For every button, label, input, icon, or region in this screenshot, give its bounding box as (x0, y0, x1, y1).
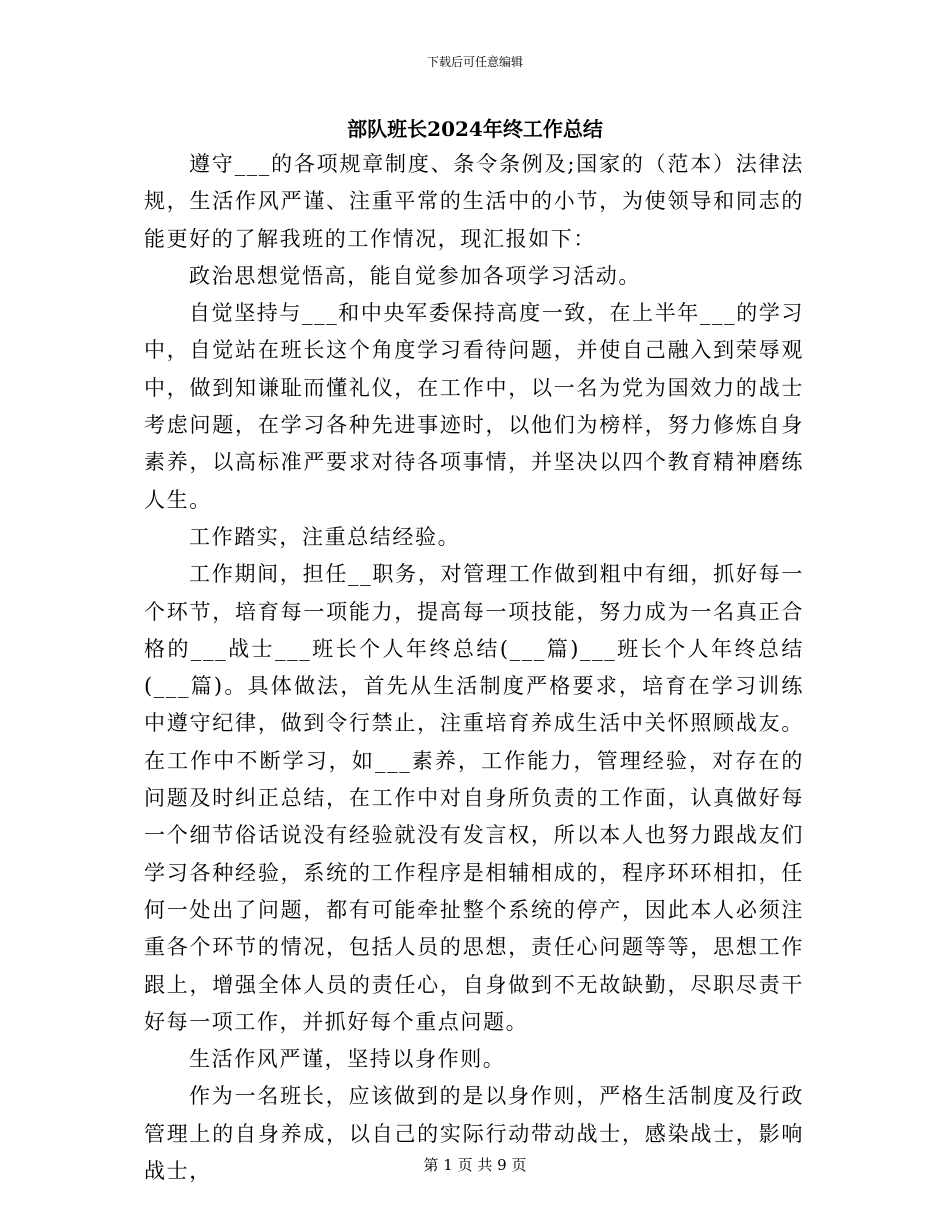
paragraph-intro: 遵守___的各项规章制度、条令条例及;国家的（范本）法律法规，生活作风严谨、注重平常的生活中的小节，为使领导和同志的能更好的了解我班的工作情况，现汇报如下： (144, 152, 804, 251)
paragraph-work: 工作期间，担任__职务，对管理工作做到粗中有细，抓好每一个环节，培育每一项能力，提高每一项技能，努力成为一名真正合格的___战士___班长个人年终总结(___篇)___班长个人年终总结(___篇)。具体做法，首先从生活制度严格要求，培育在学习训练中遵守纪律，做到令行禁止，注重培育养成生活中关怀照顾战友。在工作中不断学习，如___素养，工作能力，管理经验，对存在的问题及时纠正总结，在工作中对自身所负责的工作面，认真做好每一个细节俗话说没有经验就没有发言权，所以本人也努力跟战友们学习各种经验，系统的工作程序是相辅相成的，程序环环相扣，任何一处出了问题，都有可能牵扯整个系统的停产，因此本人必须注重各个环节的情况，包括人员的思想，责任心问题等等，思想工作跟上，增强全体人员的责任心，自身做到不无故缺勤，尽职尽责干好每一项工作，并抓好每个重点问题。 (144, 562, 804, 1034)
paragraph-heading-life: 生活作风严谨，坚持以身作则。 (189, 1047, 506, 1072)
document-title: 部队班长2024年终工作总结 (347, 117, 603, 141)
page-footer: 第 1 页 共 9 页 (423, 1156, 527, 1174)
paragraph-heading-politics: 政治思想觉悟高，能自觉参加各项学习活动。 (189, 263, 641, 288)
paragraph-life: 作为一名班长，应该做到的是以身作则，严格生活制度及行政管理上的自身养成，以自己的实际行动带动战士，感染战士，影响战士， (144, 1084, 804, 1184)
header-note: 下载后可任意编辑 (426, 55, 523, 69)
document-body (144, 146, 804, 1190)
paragraph-politics: 自觉坚持与___和中央军委保持高度一致，在上半年___的学习中，自觉站在班长这个角度学习看待问题，并使自己融入到荣辱观中，做到知谦耻而懂礼仪，在工作中，以一名为党为国效力的战士考虑问题，在学习各种先进事迹时，以他们为榜样，努力修炼自身素养，以高标准严要求对待各项事情，并坚决以四个教育精神磨练人生。 (144, 301, 804, 512)
paragraph-heading-work: 工作踏实，注重总结经验。 (189, 524, 461, 549)
